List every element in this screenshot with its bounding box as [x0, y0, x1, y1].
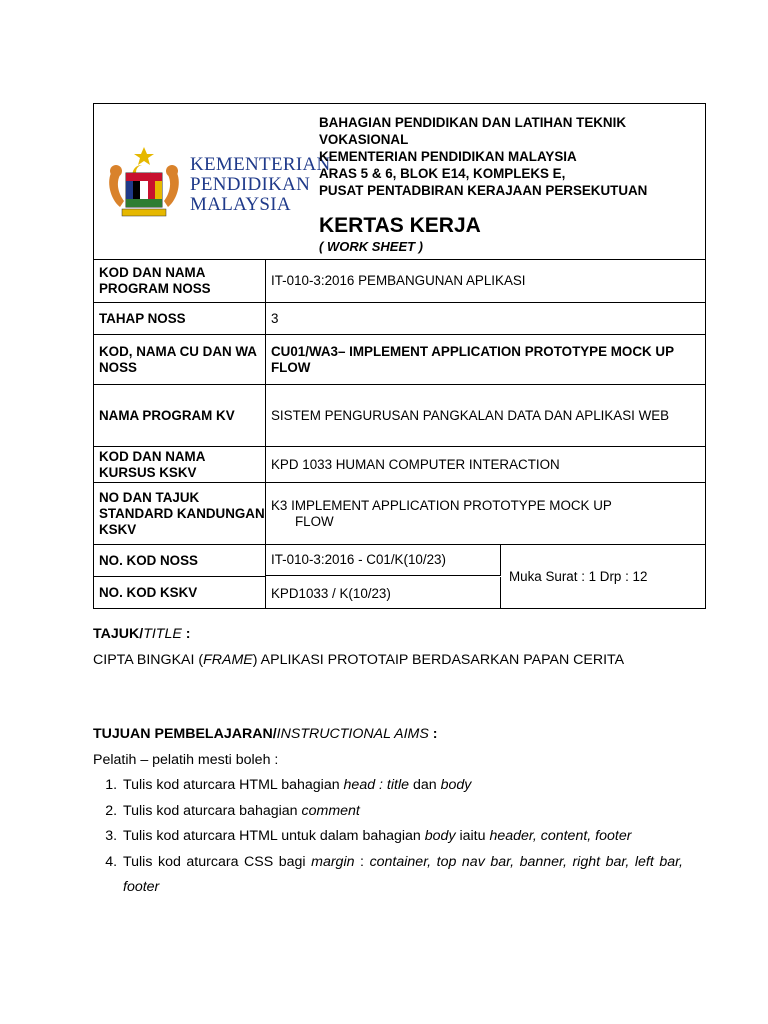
- org-line-division: BAHAGIAN PENDIDIKAN DAN LATIHAN TEKNIK VOKASIONAL: [319, 115, 626, 147]
- aims-label-italic: INSTRUCTIONAL AIMS: [276, 726, 429, 742]
- aim-4-i1: margin: [311, 853, 355, 870]
- title-text-b: ) APLIKASI PROTOTAIP BERDASARKAN PAPAN CERITA: [252, 651, 625, 668]
- aim-4-i2: container, top nav bar, banner, right bar, left bar, footer: [123, 853, 683, 895]
- title-label-italic: TITLE: [143, 626, 182, 642]
- worksheet-info-table: [93, 103, 706, 609]
- value-tahap-noss: 3: [271, 310, 279, 326]
- value-standard-line-1: K3 IMPLEMENT APPLICATION PROTOTYPE MOCK UP: [271, 497, 612, 513]
- org-line-address-2: PUSAT PENTADBIRAN KERAJAAN PERSEKUTUAN: [319, 183, 648, 198]
- title-heading: [93, 622, 683, 648]
- row-kod-kskv: [94, 576, 266, 609]
- aim-3-i1: body: [424, 828, 456, 844]
- ministry-logo: [104, 141, 331, 231]
- value-kod-kskv: KPD1033 / K(10/23): [266, 577, 501, 609]
- document-title: KERTAS KERJA: [319, 214, 481, 237]
- label-program-kv: NAMA PROGRAM KV: [94, 385, 266, 446]
- org-line-ministry: KEMENTERIAN PENDIDIKAN MALAYSIA: [319, 149, 577, 164]
- header-row: [94, 104, 705, 260]
- logo-line-2: PENDIDIKAN: [190, 174, 311, 195]
- aims-intro: Pelatih – pelatih mesti boleh :: [93, 751, 279, 768]
- aim-1-i1: head : title: [343, 777, 410, 793]
- aim-2-i1: comment: [301, 802, 360, 819]
- label-kursus-kskv: KOD DAN NAMA KURSUS KSKV: [94, 447, 266, 482]
- label-kod-kskv: NO. KOD KSKV: [94, 577, 266, 609]
- aim-1-a: Tulis kod aturcara HTML bahagian: [123, 777, 344, 793]
- list-item: [121, 799, 683, 825]
- value-program-kv: SISTEM PENGURUSAN PANGKALAN DATA DAN APLIKASI WEB: [271, 407, 670, 423]
- aim-4-a: Tulis kod aturcara CSS bagi: [123, 853, 312, 870]
- title-label: TAJUK/: [93, 626, 144, 642]
- label-program-noss: KOD DAN NAMA PROGRAM NOSS: [94, 259, 266, 302]
- label-tahap-noss: TAHAP NOSS: [94, 303, 266, 334]
- row-cu-wa-noss: [94, 335, 705, 385]
- aim-3-a: Tulis kod aturcara HTML untuk dalam bahagian: [123, 828, 425, 844]
- title-text-italic: FRAME: [203, 651, 253, 668]
- row-program-kv: [94, 385, 705, 447]
- list-item: [121, 824, 683, 850]
- label-kod-noss: NO. KOD NOSS: [94, 545, 266, 576]
- title-label-suffix: :: [181, 626, 191, 642]
- aim-2-a: Tulis kod aturcara bahagian: [123, 802, 302, 819]
- row-standard-kandungan: [94, 483, 705, 545]
- logo-line-1: KEMENTERIAN: [190, 154, 331, 175]
- aims-label-suffix: :: [428, 726, 438, 742]
- aims-list: [93, 773, 683, 901]
- row-kursus-kskv: [94, 447, 705, 483]
- org-line-address-1: ARAS 5 & 6, BLOK E14, KOMPLEKS E,: [319, 166, 566, 181]
- aim-1-i2: body: [440, 777, 472, 793]
- value-cu-wa-noss: CU01/WA3– IMPLEMENT APPLICATION PROTOTYPE MOCK UP FLOW: [271, 343, 674, 375]
- logo-line-3: MALAYSIA: [190, 194, 291, 215]
- label-cu-wa-noss: KOD, NAMA CU DAN WA NOSS: [94, 335, 266, 384]
- document-subtitle: ( WORK SHEET ): [319, 239, 423, 254]
- row-program-noss: [94, 259, 705, 303]
- aim-1-b: dan: [409, 777, 441, 793]
- list-item: [121, 773, 683, 799]
- list-item: [121, 850, 683, 901]
- row-tahap-noss: [94, 303, 705, 335]
- aim-3-b: iaitu: [455, 828, 490, 844]
- organization-address: [319, 114, 704, 199]
- value-kursus-kskv: KPD 1033 HUMAN COMPUTER INTERACTION: [271, 456, 560, 472]
- value-standard-line-2: FLOW: [295, 513, 334, 529]
- aim-4-b: :: [354, 853, 370, 870]
- title-section: [93, 622, 683, 673]
- title-text: [93, 648, 633, 674]
- coat-of-arms-icon: [104, 141, 184, 221]
- value-program-noss: IT-010-3:2016 PEMBANGUNAN APLIKASI: [271, 272, 526, 288]
- title-text-a: CIPTA BINGKAI (: [93, 651, 204, 668]
- aims-section: [93, 722, 683, 901]
- aims-heading: [93, 722, 683, 748]
- page-number-info: Muka Surat : 1 Drp : 12: [509, 569, 648, 584]
- value-kod-noss: IT-010-3:2016 - C01/K(10/23): [266, 545, 501, 576]
- value-standard-kandungan: [266, 483, 705, 544]
- aim-3-i2: header, content, footer: [489, 828, 632, 844]
- ministry-name-logo: [190, 155, 331, 215]
- aims-label: TUJUAN PEMBELAJARAN/: [93, 726, 277, 742]
- label-standard-kandungan: NO DAN TAJUK STANDARD KANDUNGAN KSKV: [94, 483, 266, 544]
